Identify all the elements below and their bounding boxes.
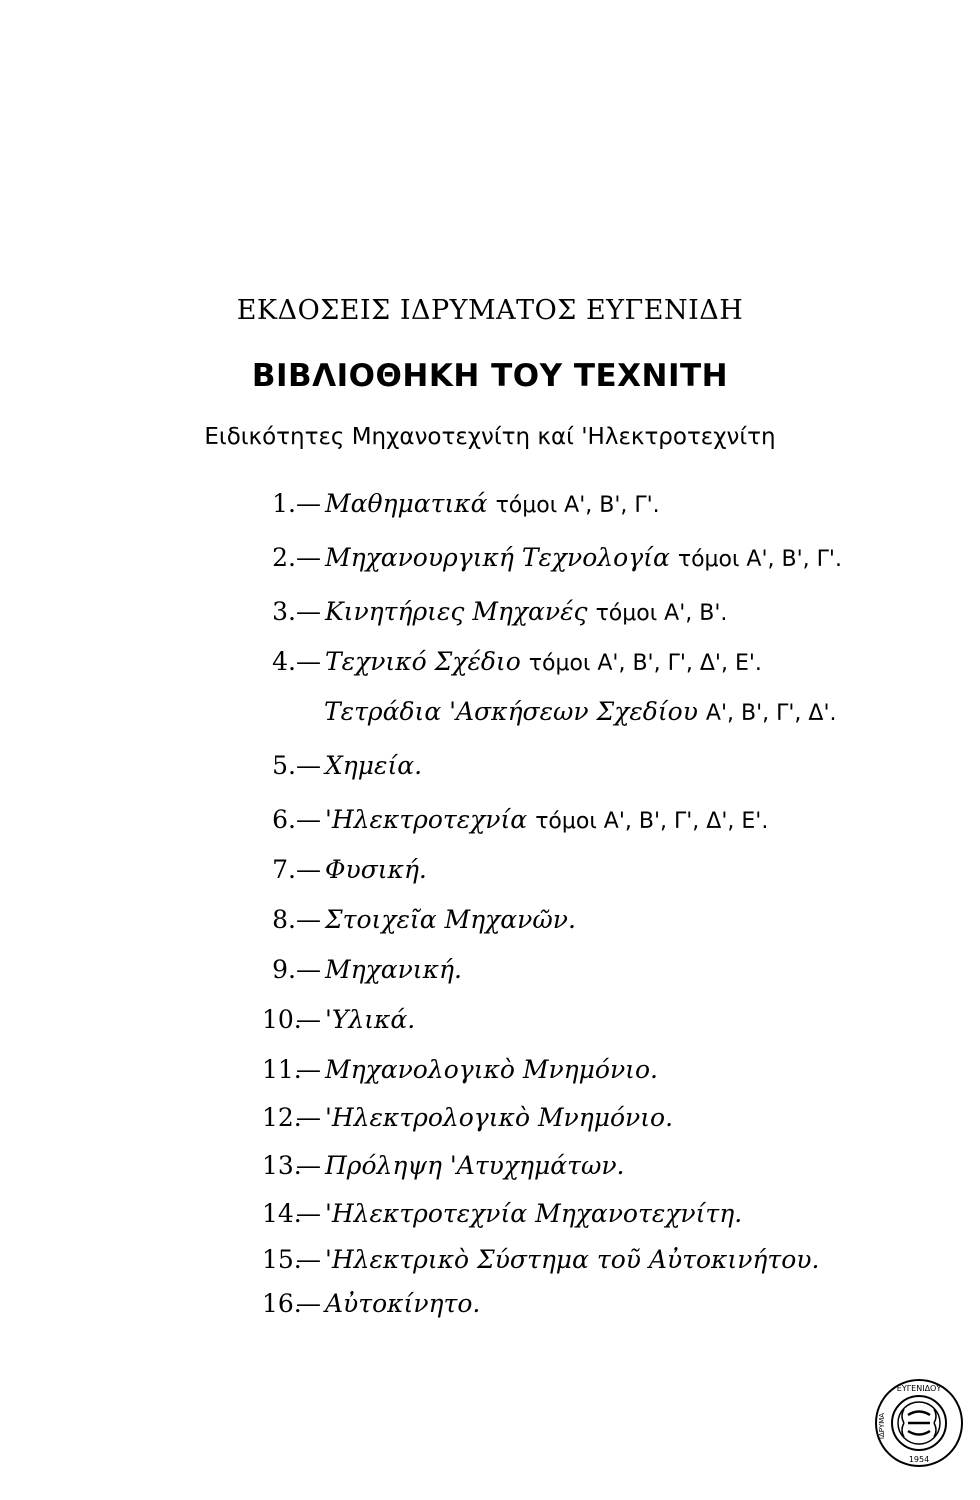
item-dash: — (296, 1103, 321, 1132)
item-number: 14. (262, 1199, 302, 1228)
list-item (262, 1005, 423, 1035)
item-volumes: τόμοι Α', Β', Γ'. (495, 493, 660, 518)
item-number: 16. (262, 1289, 302, 1318)
item-title: Τεχνικό Σχέδιο (325, 647, 521, 676)
item-number: 11. (262, 1055, 302, 1084)
item-title: 'Ηλεκτροτεχνία Μηχανοτεχνίτη. (325, 1199, 743, 1228)
list-item (262, 751, 430, 781)
list-item (262, 1289, 488, 1319)
subitem-title: Τετράδια 'Ασκήσεων Σχεδίου (324, 697, 698, 726)
item-number: 13. (262, 1151, 302, 1180)
item-volumes: τόμοι Α', Β', Γ', Δ', Ε'. (528, 651, 762, 676)
item-dash: — (296, 1245, 321, 1274)
svg-text:ΕΥΓΕΝΙΔΟΥ: ΕΥΓΕΝΙΔΟΥ (896, 1384, 942, 1393)
item-number: 10. (262, 1005, 302, 1034)
foundation-seal-icon (874, 1378, 964, 1468)
item-number: 3. (272, 597, 296, 626)
item-title: Φυσική. (325, 855, 427, 884)
item-number: 8. (272, 905, 296, 934)
list-item (262, 1055, 666, 1085)
item-volumes: τόμοι Α', Β'. (595, 601, 728, 626)
item-number: 12. (262, 1103, 302, 1132)
list-item (262, 1151, 632, 1181)
list-item (262, 597, 727, 627)
item-number: 5. (272, 751, 296, 780)
list-item (262, 647, 762, 677)
item-dash: — (296, 751, 321, 780)
item-dash: — (296, 1055, 321, 1084)
item-volumes: τόμοι Α', Β', Γ'. (677, 547, 842, 572)
series-title: ΒΙΒΛΙΟΘΗΚΗ ΤΟΥ ΤΕΧΝΙΤΗ (251, 358, 729, 394)
item-title: Μηχανική. (325, 955, 462, 984)
item-number: 4. (272, 647, 296, 676)
item-dash: — (296, 855, 321, 884)
list-subitem (324, 697, 837, 727)
item-number: 1. (272, 489, 296, 518)
list-item (262, 1199, 750, 1229)
item-dash: — (296, 647, 321, 676)
subitem-volumes: Α', Β', Γ', Δ'. (705, 701, 837, 726)
list-item (262, 489, 660, 519)
item-title: Πρόληψη 'Ατυχημάτων. (325, 1151, 625, 1180)
item-title: 'Ηλεκτρικὸ Σύστημα τοῦ Αὐτοκινήτου. (325, 1245, 820, 1274)
item-title: Μηχανολογικὸ Μνημόνιο. (325, 1055, 658, 1084)
item-title: Κινητήριες Μηχανές (325, 597, 588, 626)
item-number: 2. (272, 543, 296, 572)
list-item (262, 955, 470, 985)
item-number: 6. (272, 805, 296, 834)
item-title: Μαθηματικά (325, 489, 488, 518)
item-title: 'Ηλεκτροτεχνία (325, 805, 528, 834)
item-title: 'Υλικά. (325, 1005, 416, 1034)
list-item (262, 543, 842, 573)
item-number: 9. (272, 955, 296, 984)
item-dash: — (296, 1151, 321, 1180)
item-title: Στοιχεῖα Μηχανῶν. (325, 905, 576, 934)
publisher-heading: ΕΚΔΟΣΕΙΣ ΙΔΡΥΜΑΤΟΣ ΕΥΓΕΝΙΔΗ (236, 295, 744, 326)
item-dash: — (296, 597, 321, 626)
list-item (262, 1245, 827, 1275)
item-title: Μηχανουργική Τεχνολογία (325, 543, 670, 572)
item-dash: — (296, 1005, 321, 1034)
svg-text:ΙΔΡΥΜΑ: ΙΔΡΥΜΑ (878, 1412, 886, 1440)
item-dash: — (296, 805, 321, 834)
list-item (262, 905, 584, 935)
list-item (262, 805, 768, 835)
item-number: 7. (272, 855, 296, 884)
item-dash: — (296, 1199, 321, 1228)
svg-text:1954: 1954 (908, 1455, 930, 1464)
item-dash: — (296, 489, 321, 518)
item-dash: — (296, 955, 321, 984)
specialty-subtitle: Ειδικότητες Μηχανοτεχνίτη καί 'Ηλεκτροτεχνίτη (204, 424, 776, 450)
item-dash: — (296, 905, 321, 934)
list-item (262, 855, 435, 885)
item-volumes: τόμοι Α', Β', Γ', Δ', Ε'. (535, 809, 769, 834)
item-title: 'Ηλεκτρολογικὸ Μνημόνιο. (325, 1103, 674, 1132)
item-number: 15. (262, 1245, 302, 1274)
item-title: Αὐτοκίνητο. (325, 1289, 481, 1318)
item-dash: — (296, 543, 321, 572)
item-title: Χημεία. (325, 751, 423, 780)
item-dash: — (296, 1289, 321, 1318)
list-item (262, 1103, 681, 1133)
